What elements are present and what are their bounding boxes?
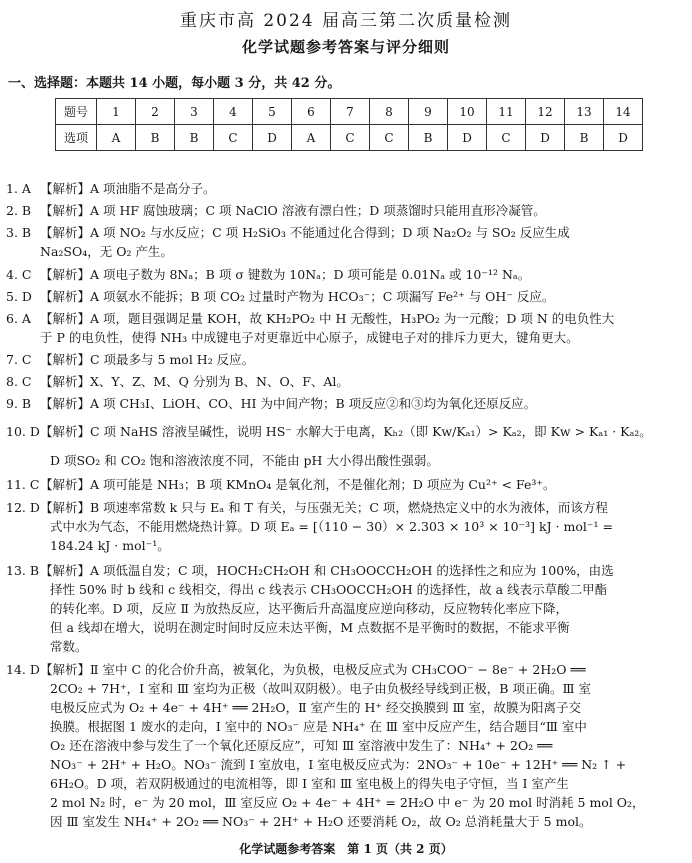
table-cell: 4 <box>214 99 253 125</box>
item-text-line: 【解析】C 项 NaHS 溶液呈碱性，说明 HS⁻ 水解大于电离，Kₕ₂（即 Kw/Kₐ₁）> Kₐ₂，即 Kw > Kₐ₁ · Kₐ₂。 <box>40 424 652 439</box>
page-subtitle: 化学试题参考答案与评分细则 <box>241 38 450 56</box>
item-number: 2. B <box>6 203 32 218</box>
item-text-line: 于 P 的电负性，使得 NH₃ 中成键电子对更靠近中心原子，成键电子对的排斥力更大，键角更大。 <box>40 330 579 345</box>
table-cell: 12 <box>526 99 565 125</box>
item-number: 5. D <box>6 289 32 304</box>
item-text-line: 【解析】A 项电子数为 8Nₐ；B 项 σ 键数为 10Nₐ；D 项可能是 0.01Nₐ 或 10⁻¹² Nₐ。 <box>40 267 531 282</box>
table-cell: D <box>526 125 565 151</box>
item-text-line: 6H₂O。D 项，若双阴极通过的电流相等，即 Ⅰ 室和 Ⅲ 室电极上的得失电子守恒，当 Ⅰ 室产生 <box>50 776 569 791</box>
item-text-line: 因 Ⅲ 室发生 NH₄⁺ + 2O₂ ══ NO₃⁻ + 2H⁺ + H₂O 还要消耗 O₂，故 O₂ 总消耗量大于 5 mol。 <box>50 814 592 829</box>
table-cell: 2 <box>136 99 175 125</box>
table-cell: 3 <box>175 99 214 125</box>
table-cell: C <box>214 125 253 151</box>
table-cell: A <box>292 125 331 151</box>
item-text-line: 【解析】A 项，题目强调足量 KOH，故 KH₂PO₂ 中 H 无酸性，H₃PO₂ 为一元酸；D 项 N 的电负性大 <box>40 311 615 326</box>
item-number: 4. C <box>6 267 32 282</box>
table-cell: B <box>175 125 214 151</box>
table-cell: D <box>604 125 643 151</box>
table-cell: B <box>565 125 604 151</box>
table-cell: 1 <box>97 99 136 125</box>
item-text-line: 【解析】Ⅱ 室中 C 的化合价升高，被氧化，为负极，电极反应式为 CH₃COO⁻ − 8e⁻ + 2H₂O ══ <box>40 662 586 677</box>
item-text-line: 2 mol N₂ 时，e⁻ 为 20 mol，Ⅲ 室反应 O₂ + 4e⁻ + 4H⁺ = 2H₂O 中 e⁻ 为 20 mol 时消耗 5 mol O₂， <box>50 795 645 810</box>
item-number: 1. A <box>6 181 31 196</box>
item-number: 14. D <box>6 662 40 677</box>
item-text-line: O₂ 还在溶液中参与发生了一个氧化还原反应”，可知 Ⅲ 室溶液中发生了：NH₄⁺ + 2O₂ ══ <box>50 738 553 753</box>
item-number: 10. D <box>6 424 40 439</box>
table-cell: C <box>487 125 526 151</box>
item-number: 12. D <box>6 500 40 515</box>
item-number: 6. A <box>6 311 31 326</box>
item-text-line: 【解析】A 项可能是 NH₃；B 项 KMnO₄ 是氧化剂，不是催化剂；D 项应为 Cu²⁺ < Fe³⁺。 <box>40 477 556 492</box>
row-label-answer: 选项 <box>56 125 97 151</box>
item-text-line: 【解析】X、Y、Z、M、Q 分别为 B、N、O、F、Al。 <box>40 374 349 389</box>
item-text-line: 【解析】B 项速率常数 k 只与 Eₐ 和 T 有关，与压强无关；C 项，燃烧热定义中的水为液体，而该方程 <box>40 500 608 515</box>
item-text-line: 常数。 <box>50 639 88 654</box>
item-text-line: 的转化率。D 项，反应 Ⅱ 为放热反应，达平衡后升高温度应逆向移动，反应物转化率应下降， <box>50 601 568 616</box>
table-cell: 11 <box>487 99 526 125</box>
table-row-answers <box>56 125 643 151</box>
page-footer: 化学试题参考答案 第 1 页（共 2 页） <box>239 842 453 856</box>
table-cell: C <box>370 125 409 151</box>
table-cell: D <box>448 125 487 151</box>
item-text-line: D 项SO₂ 和 CO₂ 饱和溶液浓度不同，不能由 pH 大小得出酸性强弱。 <box>50 453 439 468</box>
table-cell: 8 <box>370 99 409 125</box>
item-text-line: 184.24 kJ · mol⁻¹。 <box>50 538 170 553</box>
item-number: 7. C <box>6 352 32 367</box>
table-cell: 5 <box>253 99 292 125</box>
item-number: 3. B <box>6 225 32 240</box>
table-cell: 9 <box>409 99 448 125</box>
item-number: 8. C <box>6 374 32 389</box>
table-cell: B <box>136 125 175 151</box>
item-text-line: 但 a 线却在增大，说明在测定时间时反应未达平衡，M 点数据不是平衡时的数据，不能求平衡 <box>50 620 570 635</box>
answer-table <box>55 98 643 151</box>
table-cell: 7 <box>331 99 370 125</box>
item-text-line: 电极反应式为 O₂ + 4e⁻ + 4H⁺ ══ 2H₂O，Ⅱ 室产生的 H⁺ 经交换膜到 Ⅲ 室，故膜为阳离子交 <box>50 700 582 715</box>
table-cell: C <box>331 125 370 151</box>
table-cell: A <box>97 125 136 151</box>
item-number: 13. B <box>6 563 40 578</box>
item-text-line: 【解析】A 项油脂不是高分子。 <box>40 181 216 196</box>
item-text-line: 【解析】A 项 CH₃I、LiOH、CO、HI 为中间产物；B 项反应②和③均为氧化还原反应。 <box>40 396 537 411</box>
table-cell: 14 <box>604 99 643 125</box>
table-cell: 10 <box>448 99 487 125</box>
item-text-line: 【解析】A 项 HF 腐蚀玻璃；C 项 NaClO 溶液有漂白性；D 项蒸馏时只能用直形冷凝管。 <box>40 203 546 218</box>
item-text-line: 式中水为气态，不能用燃烧热计算。D 项 Eₐ = [（110 − 30）× 2.303 × 10³ × 10⁻³] kJ · mol⁻¹ = <box>50 519 613 534</box>
item-text-line: 【解析】A 项氨水不能拆；B 项 CO₂ 过量时产物为 HCO₃⁻；C 项漏写 Fe²⁺ 与 OH⁻ 反应。 <box>40 289 555 304</box>
section-heading: 一、选择题：本题共 14 小题，每小题 3 分，共 42 分。 <box>8 76 341 91</box>
item-text-line: Na₂SO₄，无 O₂ 产生。 <box>40 244 173 259</box>
table-cell: B <box>409 125 448 151</box>
row-label-number: 题号 <box>56 99 97 125</box>
item-text-line: 换膜。根据图 1 废水的走向，Ⅰ 室中的 NO₃⁻ 应是 NH₄⁺ 在 Ⅲ 室中反应产生，结合题目“Ⅲ 室中 <box>50 719 587 734</box>
item-text-line: NO₃⁻ + 2H⁺ + H₂O。NO₃⁻ 流到 Ⅰ 室放电，Ⅰ 室电极反应式为：2NO₃⁻ + 10e⁻ + 12H⁺ ══ N₂ ↑ + <box>50 757 627 772</box>
item-text-line: 择性 50% 时 b 线和 c 线相交，得出 c 线表示 CH₃OOCCH₂OH 的选择性，故 a 线表示草酸二甲酯 <box>50 582 608 597</box>
table-cell: D <box>253 125 292 151</box>
item-number: 11. C <box>6 477 40 492</box>
item-text-line: 【解析】A 项低温自发；C 项，HOCH₂CH₂OH 和 CH₃OOCCH₂OH 的选择性之和应为 100%，由选 <box>40 563 614 578</box>
table-cell: 6 <box>292 99 331 125</box>
item-text-line: 2CO₂ + 7H⁺，Ⅰ 室和 Ⅲ 室均为正极（故叫双阴极）。电子由负极经导线到正极，B 项正确。Ⅲ 室 <box>50 681 591 696</box>
item-number: 9. B <box>6 396 32 411</box>
item-text-line: 【解析】C 项最多与 5 mol H₂ 反应。 <box>40 352 255 367</box>
page-title: 重庆市高 2024 届高三第二次质量检测 <box>179 11 513 31</box>
item-text-line: 【解析】A 项 NO₂ 与水反应；C 项 H₂SiO₃ 不能通过化合得到；D 项 Na₂O₂ 与 SO₂ 反应生成 <box>40 225 570 240</box>
table-row-numbers <box>56 99 643 125</box>
table-cell: 13 <box>565 99 604 125</box>
